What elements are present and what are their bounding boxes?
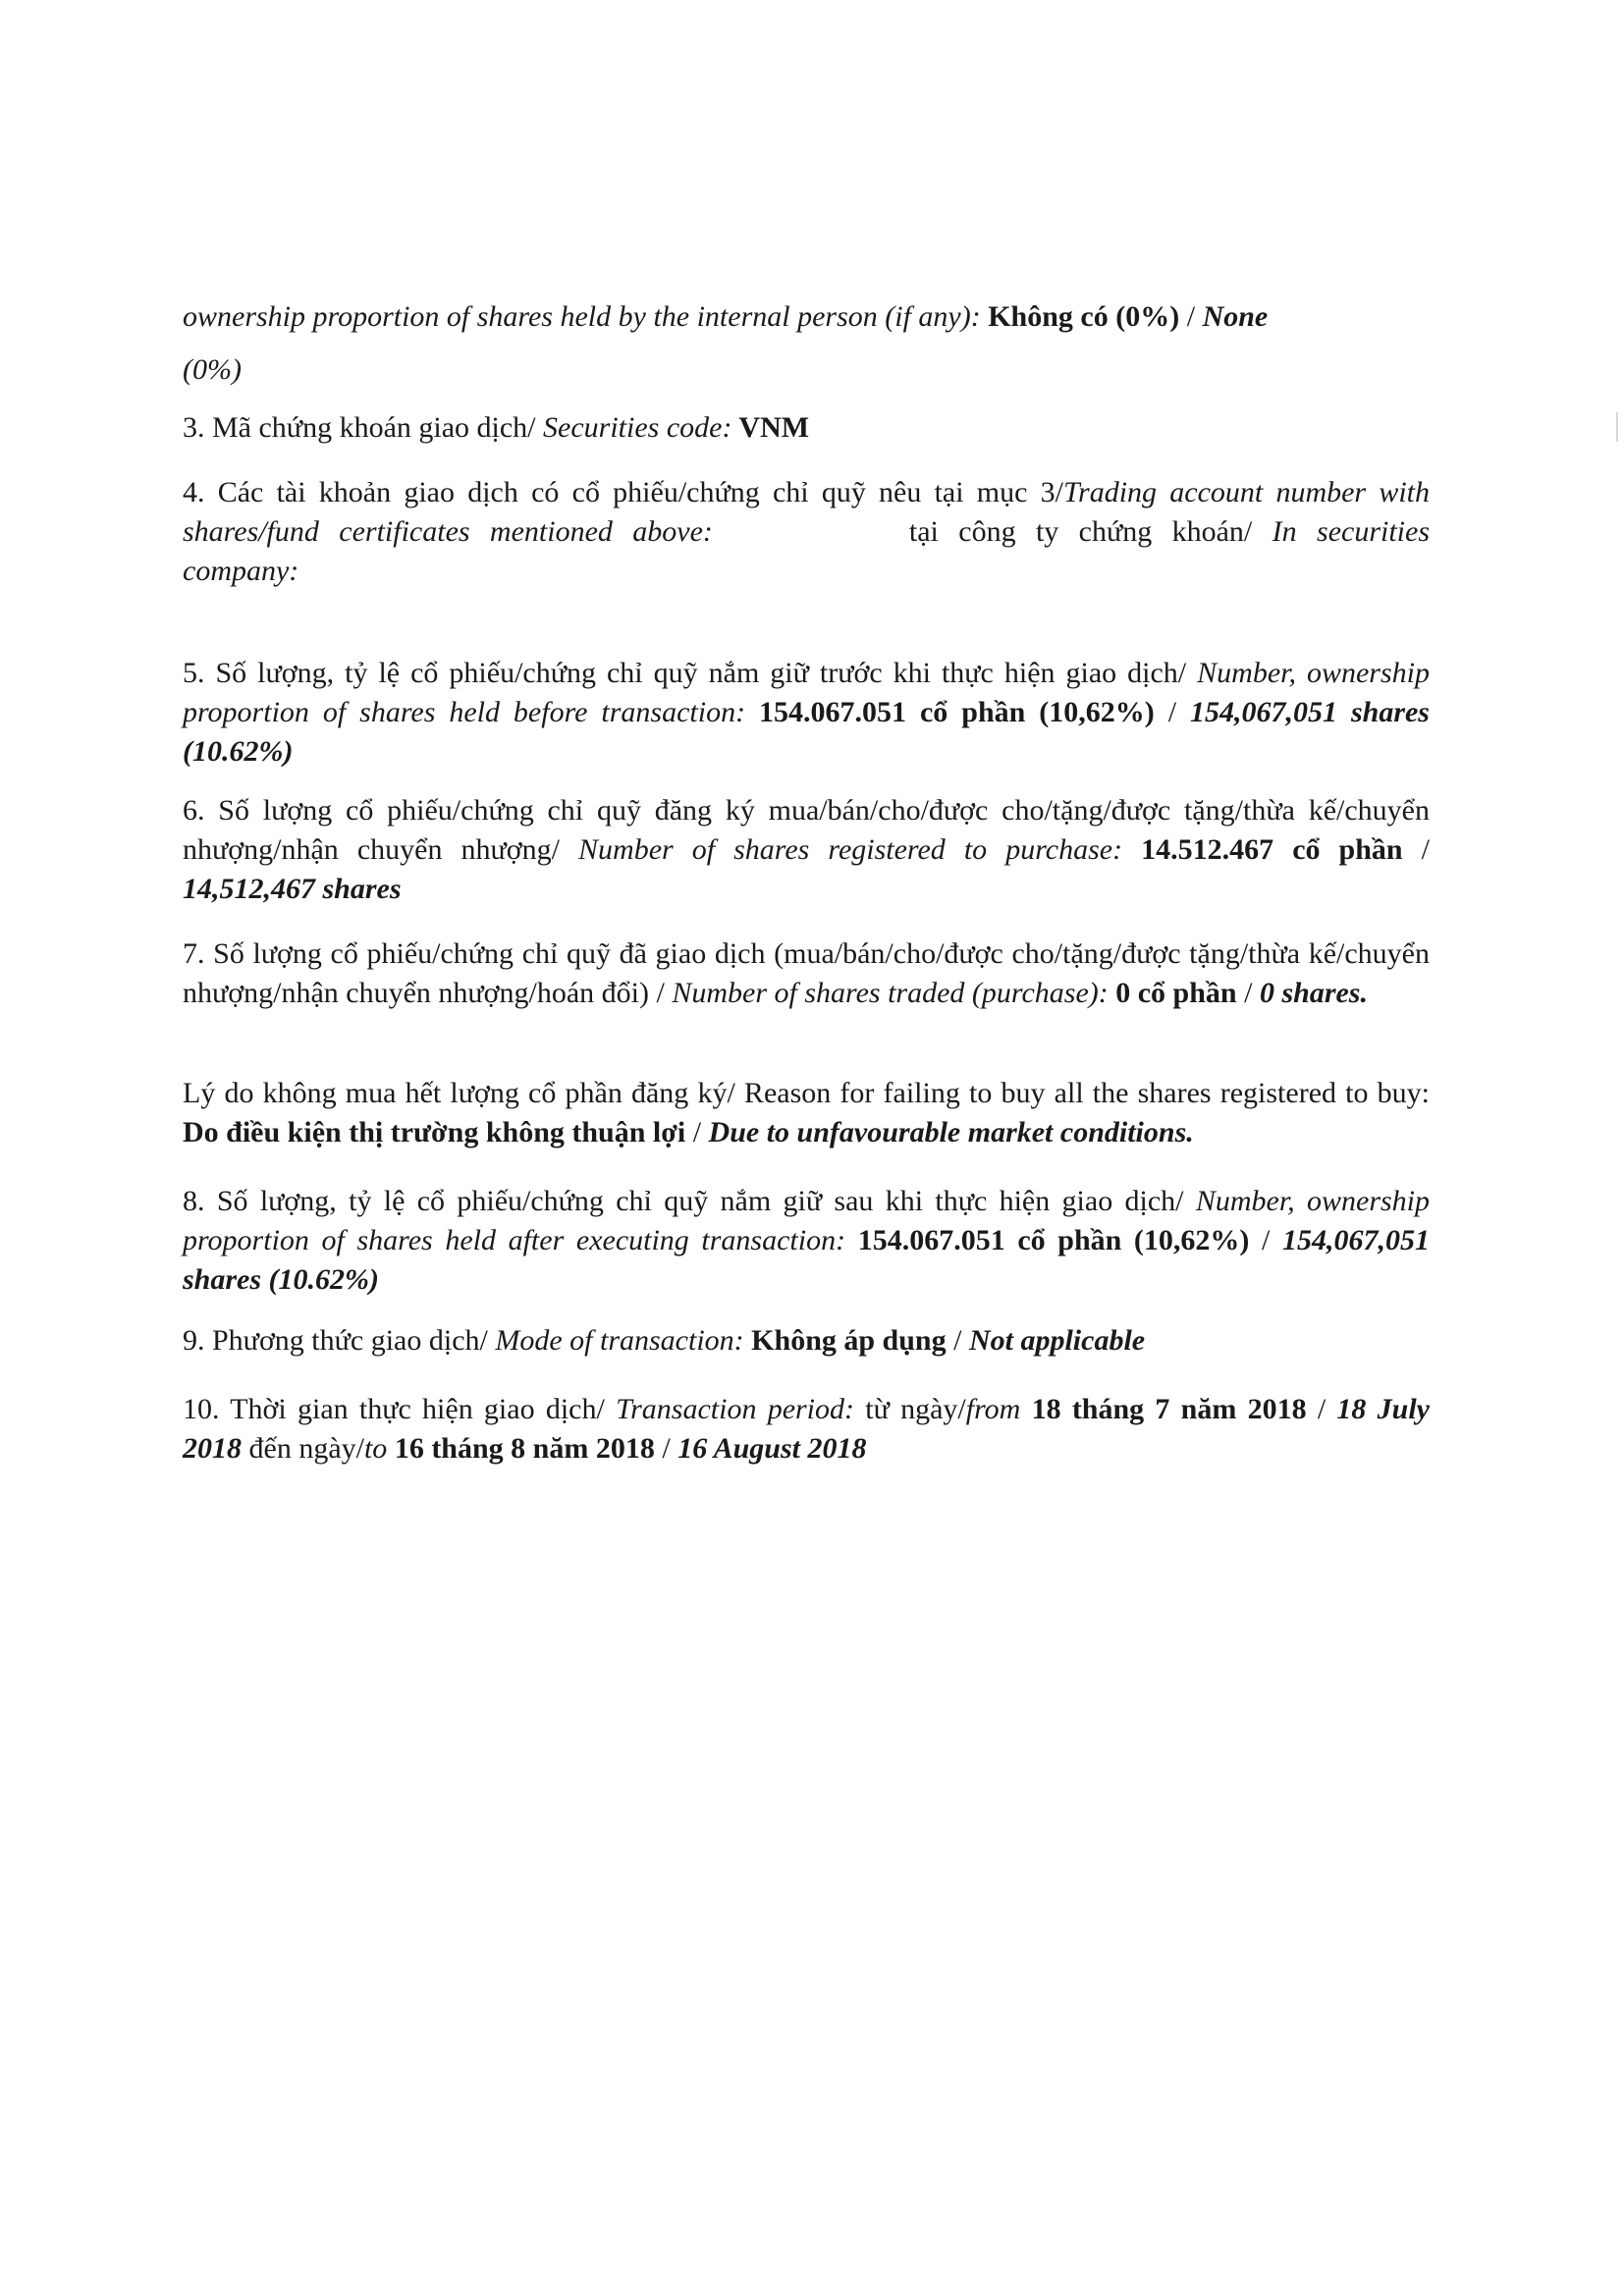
item-7-label-en: Number of shares traded (purchase):	[672, 977, 1109, 1009]
item-10-from-date-en: 18 July 2018	[183, 1393, 1431, 1465]
item-4-company-label-en: In securities company:	[183, 515, 1430, 587]
item-6-number: 6.	[183, 794, 219, 827]
item-6-value-en: 14,512,467 shares	[183, 873, 402, 905]
item-10-number: 10.	[183, 1393, 231, 1425]
item-5-label-vi: Số lượng, tỷ lệ cổ phiếu/chứng chỉ quỹ nắm giữ trước khi thực hiện giao dịch/	[215, 657, 1198, 689]
item-2-separator: /	[1179, 300, 1203, 333]
item-4-label-en: Trading account number with shares/fund certificates mentioned above:	[183, 476, 1431, 548]
item-8-label-vi: Số lượng, tỷ lệ cổ phiếu/chứng chỉ quỹ nắm giữ sau khi thực hiện giao dịch/	[216, 1185, 1196, 1217]
item-3-label-en: Securities code:	[543, 411, 732, 444]
item-8-value-vi: 154.067.051 cổ phần (10,62%)	[845, 1224, 1250, 1256]
item-5-holdings-before	[183, 654, 1430, 772]
item-5-label-en: Number, ownership proportion of shares held before transaction:	[183, 657, 1430, 728]
item-3-code: VNM	[731, 411, 810, 444]
item-5-separator: /	[1154, 696, 1190, 728]
item-2-value-vi: Không có (0%)	[988, 300, 1180, 333]
reason-value-en: Due to unfavourable market conditions.	[708, 1116, 1194, 1148]
item-10-to-label-en: to	[363, 1432, 388, 1465]
item-10-to-label-vi: đến ngày/	[242, 1432, 364, 1465]
item-6-label-vi: Số lượng cổ phiếu/chứng chỉ quỹ đăng ký mua/bán/cho/được cho/tặng/được tặng/thừa kế/chuyển nhượng/nhận chuyển nhượng/	[183, 794, 1430, 866]
item-10-transaction-period	[183, 1390, 1430, 1468]
item-6-value-vi: 14.512.467 cổ phần	[1122, 833, 1403, 866]
item-10-to-separator: /	[654, 1432, 678, 1465]
item-10-label-en: Transaction period:	[616, 1393, 855, 1425]
item-4-number: 4.	[183, 476, 218, 508]
item-9-value-en: Not applicable	[968, 1324, 1146, 1357]
item-3-number: 3.	[183, 411, 212, 444]
item-3-label-vi: Mã chứng khoán giao dịch/	[212, 411, 544, 444]
item-6-label-en: Number of shares registered to purchase:	[578, 833, 1123, 866]
item-10-to-date-vi: 16 tháng 8 năm 2018	[387, 1432, 655, 1465]
item-8-number: 8.	[183, 1185, 217, 1217]
item-3-securities-code	[183, 408, 1430, 448]
item-10-to-date-en: 16 August 2018	[677, 1432, 867, 1465]
item-5-number: 5.	[183, 657, 216, 689]
item-8-separator: /	[1249, 1224, 1282, 1256]
item-7-number: 7.	[183, 937, 214, 970]
item-7-value-en: 0 shares.	[1259, 977, 1368, 1009]
item-2-value-pct: (0%)	[183, 353, 242, 386]
item-9-number: 9.	[183, 1324, 212, 1357]
item-5-value-en: 154,067,051 shares (10.62%)	[183, 696, 1430, 768]
scan-edge-mark	[1616, 412, 1618, 442]
item-4-company-label-vi: tại công ty chứng khoán/	[908, 515, 1272, 548]
item-8-label-en: Number, ownership proportion of shares held after executing transaction:	[183, 1185, 1431, 1256]
item-5-value-vi: 154.067.051 cổ phần (10,62%)	[745, 696, 1155, 728]
reason-paragraph	[183, 1074, 1430, 1152]
reason-value-vi: Do điều kiện thị trường không thuận lợi	[183, 1116, 686, 1148]
item-2-value-en: None	[1202, 300, 1269, 333]
item-9-value-vi: Không áp dụng	[743, 1324, 947, 1357]
reason-separator: /	[685, 1116, 709, 1148]
item-7-separator: /	[1236, 977, 1260, 1009]
item-7-traded-shares	[183, 934, 1430, 1013]
item-7-value-vi: 0 cổ phần	[1108, 977, 1237, 1009]
item-10-from-separator: /	[1306, 1393, 1337, 1425]
item-10-from-label-en: from	[965, 1393, 1021, 1425]
item-9-separator: /	[946, 1324, 969, 1357]
item-9-label-en: Mode of transaction:	[495, 1324, 744, 1357]
item-10-from-date-vi: 18 tháng 7 năm 2018	[1020, 1393, 1307, 1425]
item-9-label-vi: Phương thức giao dịch/	[212, 1324, 496, 1357]
item-6-separator: /	[1402, 833, 1430, 866]
item-8-value-en: 154,067,051 shares (10.62%)	[183, 1224, 1430, 1296]
item-8-holdings-after	[183, 1182, 1430, 1300]
item-10-label-vi: Thời gian thực hiện giao dịch/	[230, 1393, 617, 1425]
item-10-from-label-vi: từ ngày/	[854, 1393, 966, 1425]
item-6-registered-shares	[183, 791, 1430, 909]
item-7-label-vi: Số lượng cổ phiếu/chứng chỉ quỹ đã giao dịch (mua/bán/cho/được cho/tặng/được tặng/thừa kế/chuyển nhượng/nhận chuyển nhượng/hoán đổi) /	[183, 937, 1430, 1009]
reason-label: Lý do không mua hết lượng cổ phần đăng ký/ Reason for failing to buy all the shares registered to buy:	[183, 1077, 1430, 1109]
item-2-continuation	[183, 291, 1430, 397]
item-9-transaction-mode	[183, 1321, 1430, 1361]
item-2-label-en: ownership proportion of shares held by the internal person (if any):	[183, 300, 989, 333]
item-4-trading-account	[183, 473, 1430, 591]
item-4-label-vi: Các tài khoản giao dịch có cổ phiếu/chứng chỉ quỹ nêu tại mục 3/	[217, 476, 1063, 508]
